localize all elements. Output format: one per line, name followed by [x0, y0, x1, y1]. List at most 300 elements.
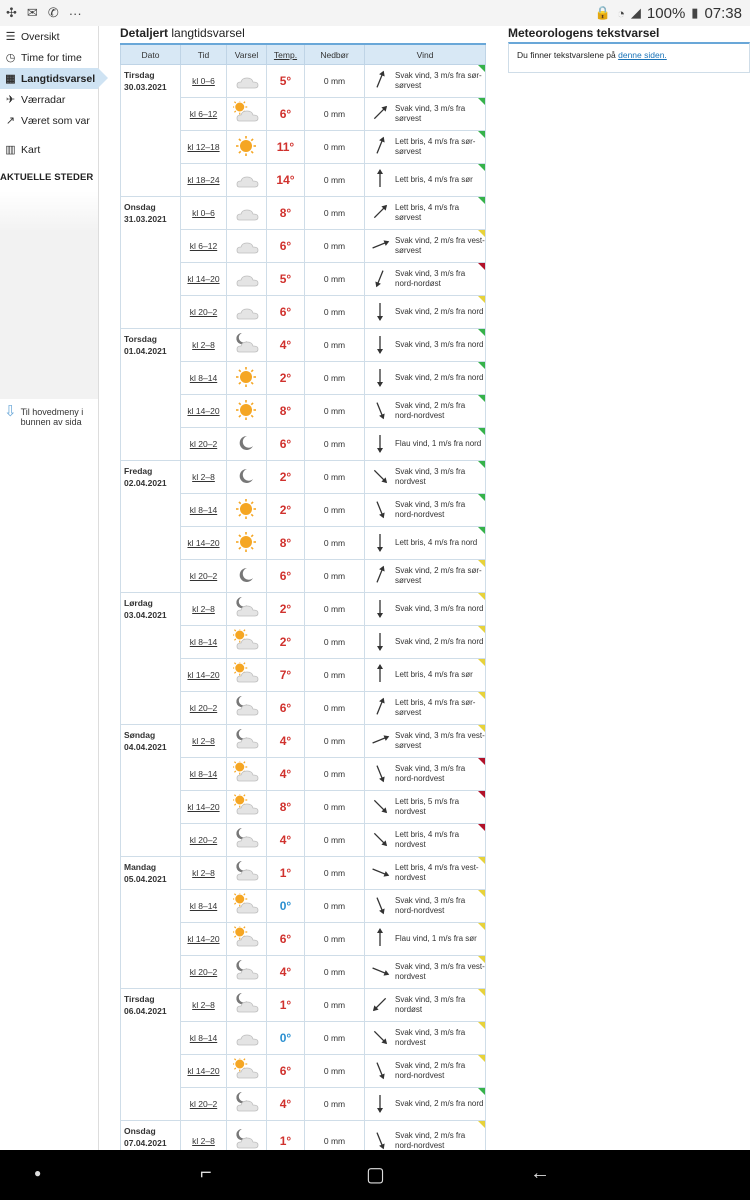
wind-cell [365, 329, 486, 362]
wind-arrow-icon [365, 464, 395, 491]
quality-marker-icon [478, 263, 485, 270]
temperature: 6° [267, 923, 305, 956]
time-cell [181, 1088, 227, 1121]
arrow-down-icon: ⇩ [4, 403, 17, 420]
table-row [121, 197, 486, 230]
to-main-menu-link[interactable] [0, 399, 98, 435]
wind-cell [365, 824, 486, 857]
temperature: 4° [267, 1088, 305, 1121]
precipitation: 0 mm [305, 98, 365, 131]
day-date: 01.04.2021 [124, 346, 167, 356]
table-row [121, 65, 486, 98]
moon-cloud-icon [233, 877, 261, 886]
recents-icon[interactable]: ⌐ [200, 1162, 212, 1184]
time-period: kl 2–8 [192, 867, 215, 878]
temperature: 6° [267, 560, 305, 593]
precipitation: 0 mm [305, 1088, 365, 1121]
quality-marker-icon [478, 593, 485, 600]
day-name: Fredag [124, 466, 153, 476]
wind-cell [365, 923, 486, 956]
day-name: Onsdag [124, 202, 156, 212]
day-date: 06.04.2021 [124, 1006, 167, 1016]
text-forecast-panel [508, 26, 750, 73]
time-period: kl 14–20 [187, 405, 220, 416]
forecast-cell [227, 65, 267, 98]
wind-description: Svak vind, 3 m/s fra nord-nordvest [395, 764, 466, 783]
time-cell [181, 164, 227, 197]
sun-cloud-icon [233, 1075, 261, 1084]
wind-description: Lett bris, 5 m/s fra nordvest [395, 797, 460, 816]
moon-icon [233, 580, 261, 589]
precipitation: 0 mm [305, 758, 365, 791]
android-nav-bar [0, 1150, 750, 1200]
col-forecast: Varsel [227, 44, 267, 65]
temperature: 2° [267, 461, 305, 494]
wind-description: Svak vind, 3 m/s fra nord-nordøst [395, 269, 466, 288]
time-cell [181, 65, 227, 98]
col-date: Dato [121, 44, 181, 65]
time-cell [181, 1121, 227, 1151]
wind-arrow-icon [365, 827, 395, 854]
wind-description: Svak vind, 2 m/s fra nord-nordvest [395, 401, 466, 420]
time-period: kl 8–14 [189, 900, 218, 911]
forecast-cell [227, 296, 267, 329]
chart-icon: ↗ [5, 115, 16, 127]
temperature: 1° [267, 989, 305, 1022]
wind-cell [365, 758, 486, 791]
wind-cell [365, 230, 486, 263]
text-forecast-title: Meteorologens tekstvarsel [508, 26, 660, 40]
sidebar-item-værradar[interactable] [0, 89, 98, 110]
forecast-cell [227, 230, 267, 263]
quality-marker-icon [478, 758, 485, 765]
wind-description: Svak vind, 3 m/s fra nord [395, 340, 484, 349]
sidebar-item-label: Kart [21, 143, 41, 156]
time-period: kl 0–6 [192, 75, 215, 86]
wind-arrow-icon [365, 728, 395, 755]
wind-arrow-icon [365, 596, 395, 623]
quality-marker-icon [478, 989, 485, 996]
forecast-cell [227, 263, 267, 296]
precipitation: 0 mm [305, 725, 365, 758]
wind-cell [365, 692, 486, 725]
time-period: kl 18–24 [187, 174, 220, 185]
wind-cell [365, 428, 486, 461]
sidebar-item-oversikt[interactable] [0, 26, 98, 47]
time-cell [181, 1055, 227, 1088]
table-row [121, 989, 486, 1022]
sun-cloud-icon [233, 118, 261, 127]
dot-icon: ● [34, 1166, 42, 1180]
day-date: 31.03.2021 [124, 214, 167, 224]
precipitation: 0 mm [305, 362, 365, 395]
temperature: 6° [267, 1055, 305, 1088]
sun-icon [233, 514, 261, 523]
day-date: 04.04.2021 [124, 742, 167, 752]
forecast-cell [227, 527, 267, 560]
forecast-cell [227, 395, 267, 428]
precipitation: 0 mm [305, 791, 365, 824]
battery-level: 100% [646, 4, 686, 22]
quality-marker-icon [478, 1088, 485, 1095]
quality-marker-icon [478, 857, 485, 864]
day-name: Mandag [124, 862, 157, 872]
wind-description: Lett bris, 4 m/s fra sør [395, 670, 473, 679]
wind-cell [365, 1121, 486, 1151]
temperature: 6° [267, 296, 305, 329]
wind-cell [365, 65, 486, 98]
time-period: kl 2–8 [192, 471, 215, 482]
time-cell [181, 362, 227, 395]
forecast-cell [227, 329, 267, 362]
time-cell [181, 890, 227, 923]
wind-cell [365, 362, 486, 395]
wind-description: Lett bris, 4 m/s fra sør [395, 175, 473, 184]
forecast-cell [227, 956, 267, 989]
wind-description: Flau vind, 1 m/s fra sør [395, 934, 477, 943]
time-cell [181, 527, 227, 560]
sidebar-item-langtidsvarsel[interactable] [0, 68, 98, 89]
app-icon: ✣ [6, 5, 17, 20]
map-icon: ▥ [5, 144, 16, 156]
wind-arrow-icon [365, 365, 395, 392]
wind-description: Lett bris, 4 m/s fra vest-nordvest [395, 863, 479, 882]
forecast-cell [227, 1121, 267, 1151]
temperature: 2° [267, 626, 305, 659]
wind-cell [365, 1022, 486, 1055]
page-title-rest: langtidsvarsel [168, 26, 245, 40]
sun-cloud-icon [233, 778, 261, 787]
forecast-cell [227, 131, 267, 164]
sidebar-item-været-som-var[interactable] [0, 110, 98, 131]
precipitation: 0 mm [305, 692, 365, 725]
wind-description: Svak vind, 2 m/s fra sør-sørvest [395, 566, 482, 585]
precipitation: 0 mm [305, 527, 365, 560]
table-row [121, 1121, 486, 1151]
precipitation: 0 mm [305, 395, 365, 428]
wind-description: Svak vind, 3 m/s fra nordvest [395, 467, 466, 486]
temperature: 4° [267, 329, 305, 362]
moon-icon [233, 448, 261, 457]
wind-arrow-icon [365, 959, 395, 986]
sidebar [0, 26, 99, 1150]
temperature: 6° [267, 230, 305, 263]
temperature: 6° [267, 98, 305, 131]
sidebar-item-label: Langtidsvarsel [21, 72, 96, 85]
wind-arrow-icon [365, 101, 395, 128]
forecast-cell [227, 1055, 267, 1088]
sidebar-item-label: Oversikt [21, 30, 60, 43]
table-row [121, 461, 486, 494]
time-cell [181, 98, 227, 131]
wind-description: Svak vind, 2 m/s fra nord [395, 307, 484, 316]
wind-arrow-icon [365, 629, 395, 656]
time-period: kl 2–8 [192, 1135, 215, 1146]
time-cell [181, 395, 227, 428]
wind-description: Lett bris, 4 m/s fra nord [395, 538, 478, 547]
quality-marker-icon [478, 395, 485, 402]
day-date: 03.04.2021 [124, 610, 167, 620]
wind-cell [365, 197, 486, 230]
precipitation: 0 mm [305, 923, 365, 956]
day-name: Søndag [124, 730, 156, 740]
time-period: kl 14–20 [187, 801, 220, 812]
precipitation: 0 mm [305, 659, 365, 692]
precipitation: 0 mm [305, 890, 365, 923]
places-heading: AKTUELLE STEDER [0, 172, 94, 183]
time-cell [181, 626, 227, 659]
cloud-icon [233, 85, 261, 94]
precipitation: 0 mm [305, 65, 365, 98]
time-period: kl 2–8 [192, 735, 215, 746]
moon-cloud-icon [233, 976, 261, 985]
forecast-cell [227, 593, 267, 626]
temperature: 5° [267, 65, 305, 98]
col-temp-label[interactable]: Temp. [273, 49, 298, 60]
wind-description: Svak vind, 2 m/s fra nord [395, 373, 484, 382]
precipitation: 0 mm [305, 989, 365, 1022]
quality-marker-icon [478, 824, 485, 831]
temperature: 2° [267, 593, 305, 626]
time-period: kl 8–14 [189, 372, 218, 383]
home-icon[interactable]: ▢ [366, 1164, 385, 1186]
moon-cloud-icon [233, 613, 261, 622]
time-period: kl 14–20 [187, 669, 220, 680]
time-period: kl 20–2 [189, 1098, 218, 1109]
wifi-icon: ◔ [617, 5, 625, 21]
clock-time: 07:38 [704, 4, 742, 22]
precipitation: 0 mm [305, 956, 365, 989]
quality-marker-icon [478, 98, 485, 105]
wind-arrow-icon [365, 233, 395, 260]
more-icon: ··· [68, 5, 82, 21]
wind-arrow-icon [365, 893, 395, 920]
wind-description: Lett bris, 4 m/s fra sørvest [395, 203, 460, 222]
quality-marker-icon [478, 329, 485, 336]
temperature: 4° [267, 956, 305, 989]
sun-cloud-icon [233, 943, 261, 952]
quality-marker-icon [478, 428, 485, 435]
wind-description: Flau vind, 1 m/s fra nord [395, 439, 482, 448]
time-cell [181, 758, 227, 791]
lock-icon: 🔒 [594, 5, 612, 20]
quality-marker-icon [478, 956, 485, 963]
time-cell [181, 923, 227, 956]
time-cell [181, 956, 227, 989]
temperature: 2° [267, 494, 305, 527]
moon-cloud-icon [233, 712, 261, 721]
moon-cloud-icon [233, 1009, 261, 1018]
quality-marker-icon [478, 65, 485, 72]
text-forecast-link[interactable]: denne siden. [618, 50, 667, 60]
quality-marker-icon [478, 527, 485, 534]
wind-description: Svak vind, 2 m/s fra vest-sørvest [395, 236, 485, 255]
precipitation: 0 mm [305, 593, 365, 626]
time-period: kl 14–20 [187, 1065, 220, 1076]
cloud-icon [233, 250, 261, 259]
date-cell [121, 197, 181, 329]
time-period: kl 12–18 [187, 141, 220, 152]
wind-cell [365, 263, 486, 296]
col-time: Tid [181, 44, 227, 65]
precipitation: 0 mm [305, 230, 365, 263]
date-cell [121, 1121, 181, 1151]
forecast-cell [227, 758, 267, 791]
precipitation: 0 mm [305, 461, 365, 494]
cloud-icon [233, 316, 261, 325]
quality-marker-icon [478, 1121, 485, 1128]
forecast-cell [227, 824, 267, 857]
quality-marker-icon [478, 494, 485, 501]
time-period: kl 8–14 [189, 1032, 218, 1043]
wind-description: Lett bris, 4 m/s fra nordvest [395, 830, 460, 849]
wind-description: Svak vind, 2 m/s fra nord-nordvest [395, 1061, 466, 1080]
forecast-cell [227, 923, 267, 956]
wind-arrow-icon [365, 68, 395, 95]
time-cell [181, 197, 227, 230]
wind-arrow-icon [365, 431, 395, 458]
wind-cell [365, 395, 486, 428]
sidebar-item-kart[interactable] [0, 139, 98, 160]
sidebar-item-label: Været som var [21, 114, 90, 127]
moon-cloud-icon [233, 844, 261, 853]
wind-arrow-icon [365, 1058, 395, 1085]
wind-arrow-icon [365, 563, 395, 590]
wind-description: Svak vind, 2 m/s fra nord-nordvest [395, 1131, 466, 1150]
temperature: 0° [267, 890, 305, 923]
sun-cloud-icon [233, 910, 261, 919]
day-date: 05.04.2021 [124, 874, 167, 884]
main-content [120, 26, 490, 1150]
wind-cell [365, 296, 486, 329]
battery-icon: ▮ [691, 5, 699, 20]
quality-marker-icon [478, 1055, 485, 1062]
wind-description: Svak vind, 3 m/s fra nordøst [395, 995, 466, 1014]
precipitation: 0 mm [305, 1055, 365, 1088]
temperature: 8° [267, 527, 305, 560]
time-period: kl 20–2 [189, 834, 218, 845]
table-row [121, 857, 486, 890]
precipitation: 0 mm [305, 560, 365, 593]
date-cell [121, 65, 181, 197]
col-precip: Nedbør [305, 44, 365, 65]
wind-description: Lett bris, 4 m/s fra sør-sørvest [395, 698, 476, 717]
col-temp[interactable] [267, 44, 305, 65]
wind-arrow-icon [365, 398, 395, 425]
temperature: 8° [267, 197, 305, 230]
sun-icon [233, 382, 261, 391]
time-cell [181, 230, 227, 263]
temperature: 1° [267, 1121, 305, 1151]
forecast-cell [227, 494, 267, 527]
date-cell [121, 593, 181, 725]
date-cell [121, 329, 181, 461]
date-cell [121, 461, 181, 593]
quality-marker-icon [478, 725, 485, 732]
forecast-cell [227, 791, 267, 824]
wind-arrow-icon [365, 860, 395, 887]
wind-cell [365, 791, 486, 824]
back-icon[interactable]: ← [530, 1162, 550, 1184]
wind-arrow-icon [365, 497, 395, 524]
temperature: 8° [267, 395, 305, 428]
wind-cell [365, 857, 486, 890]
wind-cell [365, 1088, 486, 1121]
day-date: 30.03.2021 [124, 82, 167, 92]
quality-marker-icon [478, 791, 485, 798]
quality-marker-icon [478, 131, 485, 138]
time-cell [181, 824, 227, 857]
cloud-icon [233, 217, 261, 226]
sidebar-item-time-for-time[interactable] [0, 47, 98, 68]
text-forecast-text: Du finner tekstvarslene på [517, 50, 619, 60]
time-cell [181, 131, 227, 164]
wind-cell [365, 659, 486, 692]
wind-description: Svak vind, 3 m/s fra sørvest [395, 104, 466, 123]
wind-arrow-icon [365, 662, 395, 689]
quality-marker-icon [478, 362, 485, 369]
wind-description: Svak vind, 3 m/s fra sør-sørvest [395, 71, 482, 90]
forecast-cell [227, 98, 267, 131]
forecast-cell [227, 428, 267, 461]
temperature: 4° [267, 824, 305, 857]
date-cell [121, 725, 181, 857]
wind-cell [365, 725, 486, 758]
forecast-cell [227, 626, 267, 659]
precipitation: 0 mm [305, 626, 365, 659]
day-date: 07.04.2021 [124, 1138, 167, 1148]
wind-arrow-icon [365, 761, 395, 788]
sun-icon [233, 415, 261, 424]
date-cell [121, 857, 181, 989]
time-period: kl 14–20 [187, 933, 220, 944]
temperature: 7° [267, 659, 305, 692]
time-cell [181, 593, 227, 626]
day-name: Tirsdag [124, 994, 155, 1004]
forecast-cell [227, 692, 267, 725]
time-period: kl 2–8 [192, 999, 215, 1010]
precipitation: 0 mm [305, 857, 365, 890]
day-name: Torsdag [124, 334, 157, 344]
forecast-cell [227, 989, 267, 1022]
forecast-cell [227, 362, 267, 395]
cloud-icon [233, 1042, 261, 1051]
page-title-bold: Detaljert [120, 26, 169, 40]
temperature: 6° [267, 692, 305, 725]
time-cell [181, 560, 227, 593]
forecast-cell [227, 890, 267, 923]
wind-cell [365, 593, 486, 626]
time-cell [181, 296, 227, 329]
precipitation: 0 mm [305, 428, 365, 461]
time-period: kl 20–2 [189, 306, 218, 317]
forecast-cell [227, 560, 267, 593]
time-period: kl 14–20 [187, 537, 220, 548]
wind-description: Svak vind, 3 m/s fra nord [395, 604, 484, 613]
time-period: kl 8–14 [189, 636, 218, 647]
time-cell [181, 791, 227, 824]
wind-arrow-icon [365, 299, 395, 326]
quality-marker-icon [478, 560, 485, 567]
time-period: kl 20–2 [189, 570, 218, 581]
quality-marker-icon [478, 890, 485, 897]
table-row [121, 725, 486, 758]
sidebar-item-label: Værradar [21, 93, 66, 106]
satellite-icon: ✈ [5, 94, 16, 106]
sidebar-item-label: Time for time [21, 51, 82, 64]
sun-cloud-icon [233, 811, 261, 820]
forecast-cell [227, 725, 267, 758]
